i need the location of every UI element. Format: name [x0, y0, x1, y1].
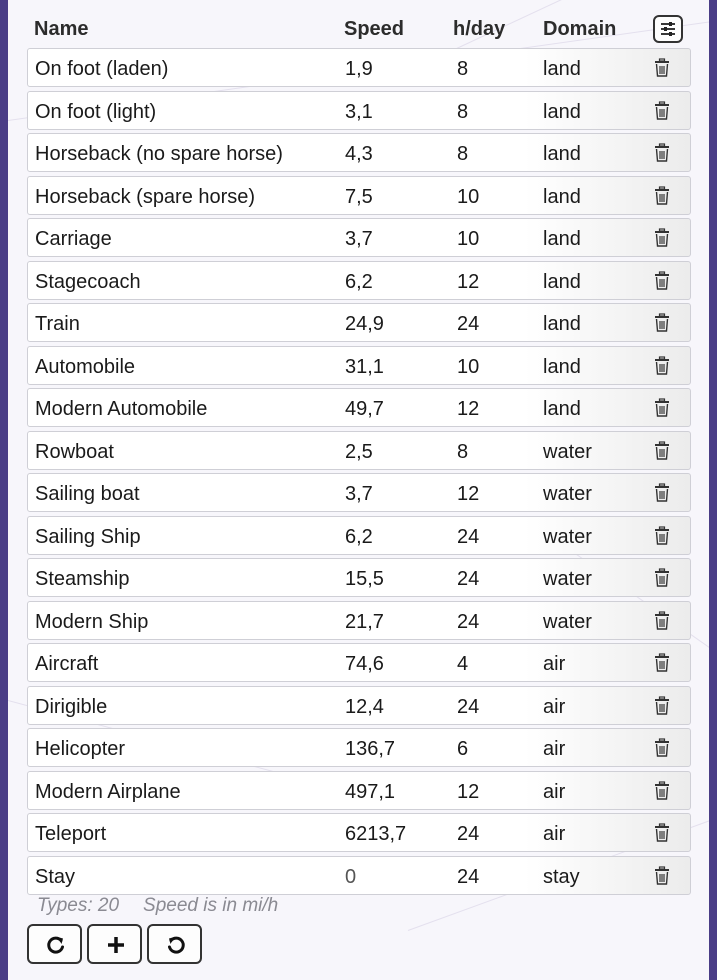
table-row[interactable] — [27, 771, 691, 810]
row-speed[interactable]: 1,9 — [345, 58, 373, 80]
row-name[interactable]: Helicopter — [35, 738, 126, 760]
row-hours-per-day[interactable]: 10 — [457, 228, 480, 250]
table-row[interactable] — [27, 133, 691, 172]
table-row[interactable] — [27, 176, 691, 215]
column-settings-button[interactable] — [653, 15, 683, 43]
trash-icon[interactable] — [653, 228, 671, 248]
table-row[interactable] — [27, 516, 691, 555]
table-row[interactable] — [27, 91, 691, 130]
undo-icon — [166, 935, 186, 955]
trash-icon[interactable] — [653, 611, 671, 631]
row-hours-per-day[interactable]: 8 — [457, 100, 469, 123]
row-domain[interactable]: land — [543, 185, 581, 208]
trash-icon[interactable] — [653, 356, 671, 376]
column-header-domain: Domain — [543, 18, 617, 40]
row-speed[interactable]: 21,7 — [345, 610, 384, 633]
row-hours-per-day[interactable]: 24 — [457, 865, 480, 888]
row-domain[interactable]: land — [543, 355, 581, 378]
trash-icon[interactable] — [653, 58, 671, 78]
row-domain[interactable]: air — [543, 695, 566, 718]
column-header-name: Name — [34, 18, 89, 40]
table-row[interactable] — [27, 218, 691, 257]
row-speed[interactable]: 0 — [345, 865, 357, 888]
row-hours-per-day[interactable]: 12 — [457, 398, 480, 420]
row-speed[interactable]: 3,7 — [345, 228, 373, 250]
row-domain[interactable]: air — [543, 823, 566, 845]
row-name[interactable]: Horseback (no spare horse) — [35, 143, 283, 165]
row-speed[interactable]: 2,5 — [345, 440, 373, 463]
row-name[interactable]: Sailing boat — [35, 483, 140, 505]
row-name[interactable]: Stagecoach — [35, 270, 141, 293]
row-speed[interactable]: 74,6 — [345, 653, 384, 675]
row-speed[interactable]: 6,2 — [345, 270, 373, 293]
trash-icon[interactable] — [653, 781, 671, 801]
row-domain[interactable]: air — [543, 653, 566, 675]
row-hours-per-day[interactable]: 12 — [457, 483, 480, 505]
row-domain[interactable]: stay — [543, 865, 580, 888]
row-name[interactable]: Stay — [35, 865, 76, 888]
plus-icon — [106, 935, 126, 955]
column-header-speed: Speed — [344, 18, 405, 40]
row-speed[interactable]: 4,3 — [345, 143, 373, 165]
trash-icon[interactable] — [653, 696, 671, 716]
row-name[interactable]: Modern Ship — [35, 610, 149, 633]
refresh-button[interactable] — [27, 924, 82, 964]
row-domain[interactable]: land — [543, 270, 581, 293]
table-row[interactable] — [27, 728, 691, 767]
row-hours-per-day[interactable]: 24 — [457, 313, 480, 335]
row-domain[interactable]: land — [543, 143, 581, 165]
add-type-button[interactable] — [87, 924, 142, 964]
row-domain[interactable]: air — [543, 780, 566, 803]
row-speed[interactable]: 3,1 — [345, 100, 373, 123]
table-row[interactable] — [27, 346, 691, 385]
row-speed[interactable]: 7,5 — [345, 185, 373, 208]
row-domain[interactable]: land — [543, 228, 581, 250]
row-hours-per-day[interactable]: 6 — [457, 738, 469, 760]
row-hours-per-day[interactable]: 8 — [457, 58, 469, 80]
row-speed[interactable]: 31,1 — [345, 355, 384, 378]
row-name[interactable]: Automobile — [35, 355, 136, 378]
row-name[interactable]: On foot (light) — [35, 100, 157, 123]
row-hours-per-day[interactable]: 8 — [457, 440, 469, 463]
table-row[interactable] — [27, 643, 691, 682]
refresh-icon — [46, 935, 66, 955]
row-speed[interactable]: 15,5 — [345, 568, 384, 590]
trash-icon[interactable] — [653, 866, 671, 886]
trash-icon[interactable] — [653, 526, 671, 546]
table-row[interactable] — [27, 601, 691, 640]
row-hours-per-day[interactable]: 12 — [457, 270, 480, 293]
trash-icon[interactable] — [653, 441, 671, 461]
table-row[interactable] — [27, 686, 691, 725]
trash-icon[interactable] — [653, 143, 671, 163]
row-domain[interactable]: water — [543, 610, 592, 633]
row-name[interactable]: Sailing Ship — [35, 525, 141, 548]
table-row[interactable] — [27, 388, 691, 427]
row-name[interactable]: Modern Airplane — [35, 780, 181, 803]
table-header — [8, 12, 709, 48]
row-hours-per-day[interactable]: 24 — [457, 610, 480, 633]
row-domain[interactable]: water — [543, 483, 592, 505]
row-hours-per-day[interactable]: 24 — [457, 525, 480, 548]
row-speed[interactable]: 12,4 — [345, 695, 384, 718]
row-hours-per-day[interactable]: 24 — [457, 695, 480, 718]
trash-icon[interactable] — [653, 483, 671, 503]
row-speed[interactable]: 497,1 — [345, 780, 396, 803]
row-domain[interactable]: water — [543, 568, 592, 590]
types-count: Types: 20 — [37, 895, 120, 916]
row-hours-per-day[interactable]: 24 — [457, 568, 480, 590]
trash-icon[interactable] — [653, 653, 671, 673]
reset-button[interactable] — [147, 924, 202, 964]
trash-icon[interactable] — [653, 186, 671, 206]
trash-icon[interactable] — [653, 101, 671, 121]
trash-icon[interactable] — [653, 738, 671, 758]
speed-unit-note: Speed is in mi/h — [143, 895, 279, 916]
table-row[interactable] — [27, 558, 691, 597]
sliders-icon — [660, 21, 676, 37]
row-hours-per-day[interactable]: 24 — [457, 823, 480, 845]
trash-icon[interactable] — [653, 398, 671, 418]
row-hours-per-day[interactable]: 10 — [457, 185, 480, 208]
row-name[interactable]: Modern Automobile — [35, 398, 208, 420]
row-hours-per-day[interactable]: 10 — [457, 355, 480, 378]
row-domain[interactable]: water — [543, 440, 592, 463]
row-domain[interactable]: air — [543, 738, 566, 760]
row-domain[interactable]: land — [543, 58, 581, 80]
trash-icon[interactable] — [653, 313, 671, 333]
row-speed[interactable]: 3,7 — [345, 483, 373, 505]
column-header-hours-per-day: h/day — [453, 18, 506, 40]
transport-types-list — [27, 48, 691, 898]
row-name[interactable]: Teleport — [35, 823, 107, 845]
row-speed[interactable]: 24,9 — [345, 313, 384, 335]
row-domain[interactable]: land — [543, 100, 581, 123]
trash-icon[interactable] — [653, 823, 671, 843]
row-name[interactable]: On foot (laden) — [35, 58, 169, 80]
row-speed[interactable]: 136,7 — [345, 738, 396, 760]
table-row[interactable] — [27, 261, 691, 300]
row-domain[interactable]: water — [543, 525, 592, 548]
row-name[interactable]: Steamship — [35, 568, 130, 590]
table-row[interactable] — [27, 473, 691, 512]
transport-types-panel — [8, 0, 709, 980]
trash-icon[interactable] — [653, 271, 671, 291]
table-row[interactable] — [27, 813, 691, 852]
row-hours-per-day[interactable]: 8 — [457, 143, 469, 165]
table-row[interactable] — [27, 431, 691, 470]
row-name[interactable]: Horseback (spare horse) — [35, 185, 256, 208]
row-domain[interactable]: land — [543, 398, 581, 420]
row-name[interactable]: Rowboat — [35, 440, 114, 463]
row-domain[interactable]: land — [543, 313, 581, 335]
row-name[interactable]: Train — [35, 313, 80, 335]
row-hours-per-day[interactable]: 4 — [457, 653, 469, 675]
row-speed[interactable]: 6,2 — [345, 525, 373, 548]
table-row[interactable] — [27, 303, 691, 342]
row-speed[interactable]: 6213,7 — [345, 823, 407, 845]
trash-icon[interactable] — [653, 568, 671, 588]
row-name[interactable]: Aircraft — [35, 653, 99, 675]
footer-info — [37, 895, 278, 917]
table-row[interactable] — [27, 856, 691, 895]
table-row[interactable] — [27, 48, 691, 87]
row-name[interactable]: Dirigible — [35, 695, 108, 718]
row-speed[interactable]: 49,7 — [345, 398, 384, 420]
row-name[interactable]: Carriage — [35, 228, 112, 250]
row-hours-per-day[interactable]: 12 — [457, 780, 480, 803]
